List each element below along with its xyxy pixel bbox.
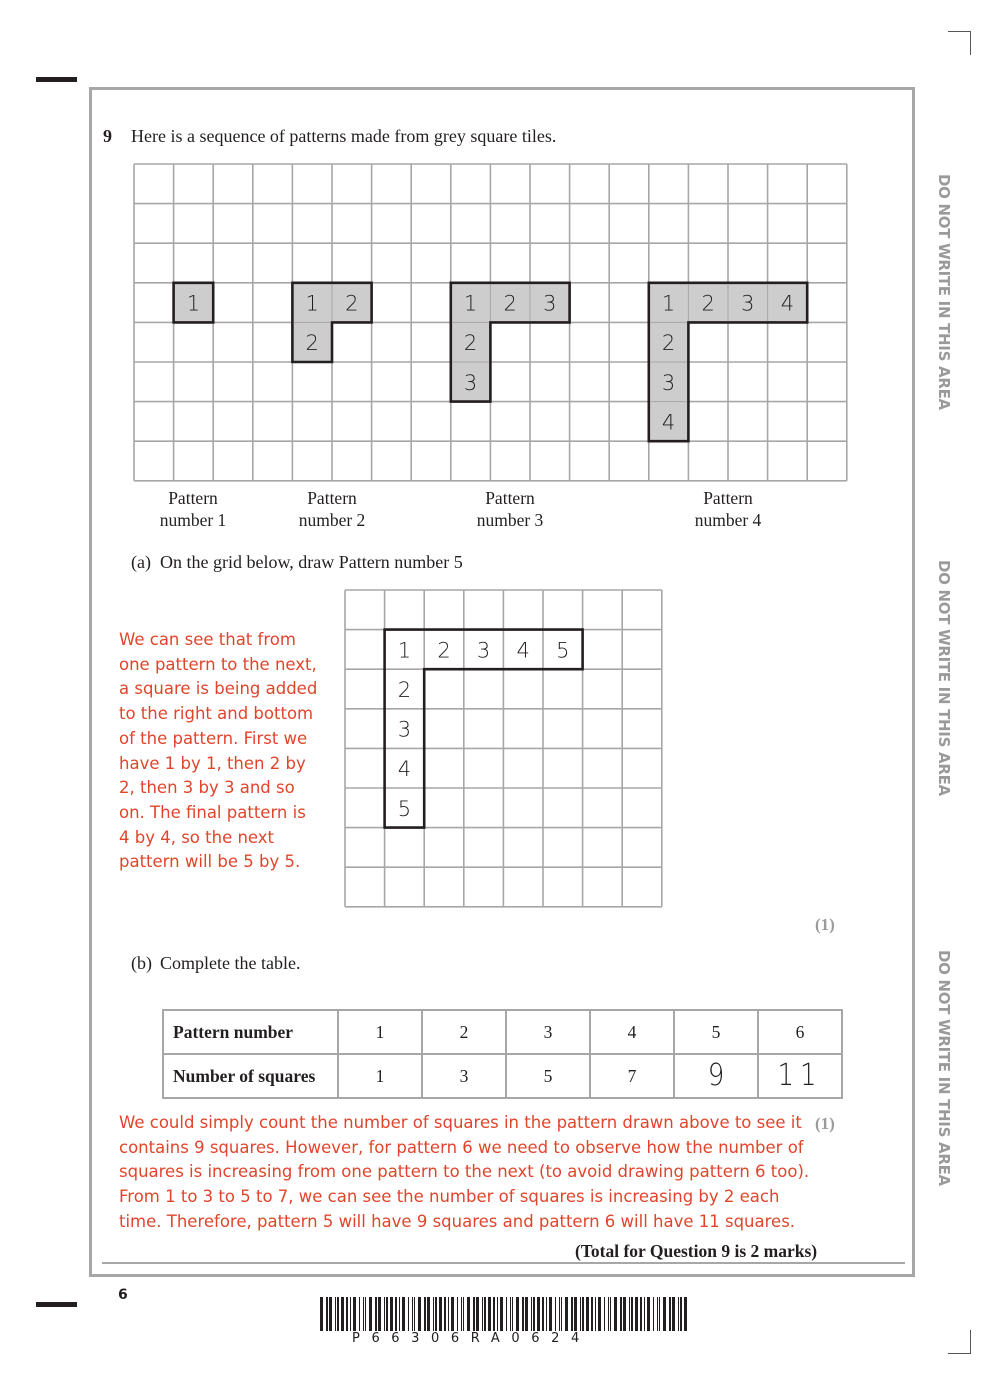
answer-cell-pattern-6[interactable] <box>758 1054 842 1098</box>
explanation-line: contains 9 squares. However, for pattern 6 we need to observe how the number of <box>119 1137 804 1157</box>
part-a-label: (a) <box>131 552 151 572</box>
tile-label: 5 <box>556 638 570 663</box>
part-a-prompt: On the grid below, draw Pattern number 5 <box>160 552 463 572</box>
side-warning-1: DO NOT WRITE IN THIS AREA <box>935 174 953 410</box>
part-b-prompt: Complete the table. <box>160 953 301 973</box>
tile-label: 1 <box>186 291 201 316</box>
caption-pattern-3: Pattern number 3 <box>476 488 544 530</box>
answer-grid-a[interactable] <box>344 589 664 909</box>
tile-label: 2 <box>397 678 412 702</box>
barcode <box>320 1297 688 1331</box>
question-number: 9 <box>103 126 112 146</box>
caption-pattern-1: Pattern number 1 <box>159 488 227 530</box>
explanation-line: time. Therefore, pattern 5 will have 9 squares and pattern 6 will have 11 squares. <box>119 1211 796 1231</box>
handwritten-answer: 11 <box>777 1058 823 1094</box>
explanation-line: 4 by 4, so the next <box>119 827 275 847</box>
table-cell: 2 <box>422 1010 506 1054</box>
registration-mark-bottom-left <box>36 1302 77 1307</box>
tile-label: 4 <box>516 638 530 663</box>
row-header-number-of-squares: Number of squares <box>163 1054 338 1098</box>
tile-label: 1 <box>463 291 478 316</box>
handwritten-answer: 9 <box>707 1058 725 1094</box>
table-cell: 3 <box>422 1054 506 1098</box>
explanation-line: on. The final pattern is <box>119 802 306 822</box>
part-b-label: (b) <box>131 953 152 973</box>
tile-label: 1 <box>661 291 676 316</box>
tile-label: 1 <box>305 291 319 316</box>
tile-label: 3 <box>463 370 478 395</box>
table-cell: 5 <box>674 1010 758 1054</box>
barcode-text: P66306RA0624 <box>352 1331 591 1346</box>
total-underline <box>102 1262 905 1264</box>
tile-label: 3 <box>397 717 412 742</box>
pattern-table <box>162 1009 843 1099</box>
tile-label: 3 <box>476 638 491 663</box>
tile-label: 2 <box>661 331 676 356</box>
explanation-line: of the pattern. First we <box>119 728 308 748</box>
tile-label: 2 <box>345 291 359 316</box>
table-cell: 7 <box>590 1054 674 1098</box>
tile-label: 3 <box>543 291 557 316</box>
explanation-line: pattern will be 5 by 5. <box>119 852 301 872</box>
caption-pattern-4: Pattern number 4 <box>694 488 762 530</box>
answer-cell-pattern-5[interactable] <box>674 1054 758 1098</box>
explanation-line: a square is being added <box>119 679 318 699</box>
side-warning-3: DO NOT WRITE IN THIS AREA <box>935 950 953 1186</box>
tile-label: 2 <box>463 331 478 356</box>
table-cell: 4 <box>590 1010 674 1054</box>
part-b-explanation <box>119 1111 809 1235</box>
table-cell: 1 <box>338 1054 422 1098</box>
part-a-explanation <box>119 628 339 875</box>
explanation-line: We could simply count the number of squares in the pattern drawn above to see it <box>119 1113 802 1132</box>
table-row-pattern-number <box>163 1010 842 1054</box>
part-a-marks: (1) <box>815 915 835 934</box>
explanation-line: have 1 by 1, then 2 by <box>119 753 306 773</box>
tile-label: 1 <box>397 638 412 663</box>
explanation-line: to the right and bottom <box>119 704 314 724</box>
tile-label: 2 <box>305 331 319 356</box>
side-warning-2: DO NOT WRITE IN THIS AREA <box>935 560 953 796</box>
explanation-line: We can see that from <box>119 630 296 649</box>
table-cell: 3 <box>506 1010 590 1054</box>
crop-mark-bottom-right-v <box>970 1330 971 1354</box>
total-marks: (Total for Question 9 is 2 marks) <box>575 1241 818 1261</box>
crop-mark-top-right-v <box>970 31 971 55</box>
tile-label: 4 <box>661 410 676 435</box>
tile-label: 5 <box>397 796 412 821</box>
explanation-line: From 1 to 3 to 5 to 7, we can see the number of squares is increasing by 2 each <box>119 1187 780 1207</box>
tile-label: 2 <box>701 291 715 316</box>
caption-pattern-2: Pattern number 2 <box>298 488 366 530</box>
patterns-grid <box>133 163 849 483</box>
crop-mark-bottom-right-h <box>948 1353 971 1354</box>
table-row-number-of-squares <box>163 1054 842 1098</box>
table-cell: 1 <box>338 1010 422 1054</box>
tile-label: 2 <box>437 638 451 663</box>
tile-label: 4 <box>780 291 795 316</box>
question-stem: Here is a sequence of patterns made from grey square tiles. <box>131 126 557 146</box>
page-number: 6 <box>118 1287 128 1303</box>
part-b-marks: (1) <box>815 1114 835 1133</box>
explanation-line: squares is increasing from one pattern to the next (to avoid drawing pattern 6 too). <box>119 1162 810 1182</box>
tile-label: 3 <box>661 370 676 395</box>
explanation-line: 2, then 3 by 3 and so <box>119 778 295 798</box>
table-cell: 6 <box>758 1010 842 1054</box>
tile-label: 2 <box>503 291 517 316</box>
row-header-pattern-number: Pattern number <box>163 1010 338 1054</box>
tile-label: 3 <box>741 291 755 316</box>
registration-mark-top-left <box>36 77 77 82</box>
table-cell: 5 <box>506 1054 590 1098</box>
crop-mark-top-right-h <box>948 31 971 32</box>
explanation-line: one pattern to the next, <box>119 654 317 674</box>
tile-label: 4 <box>397 757 412 782</box>
